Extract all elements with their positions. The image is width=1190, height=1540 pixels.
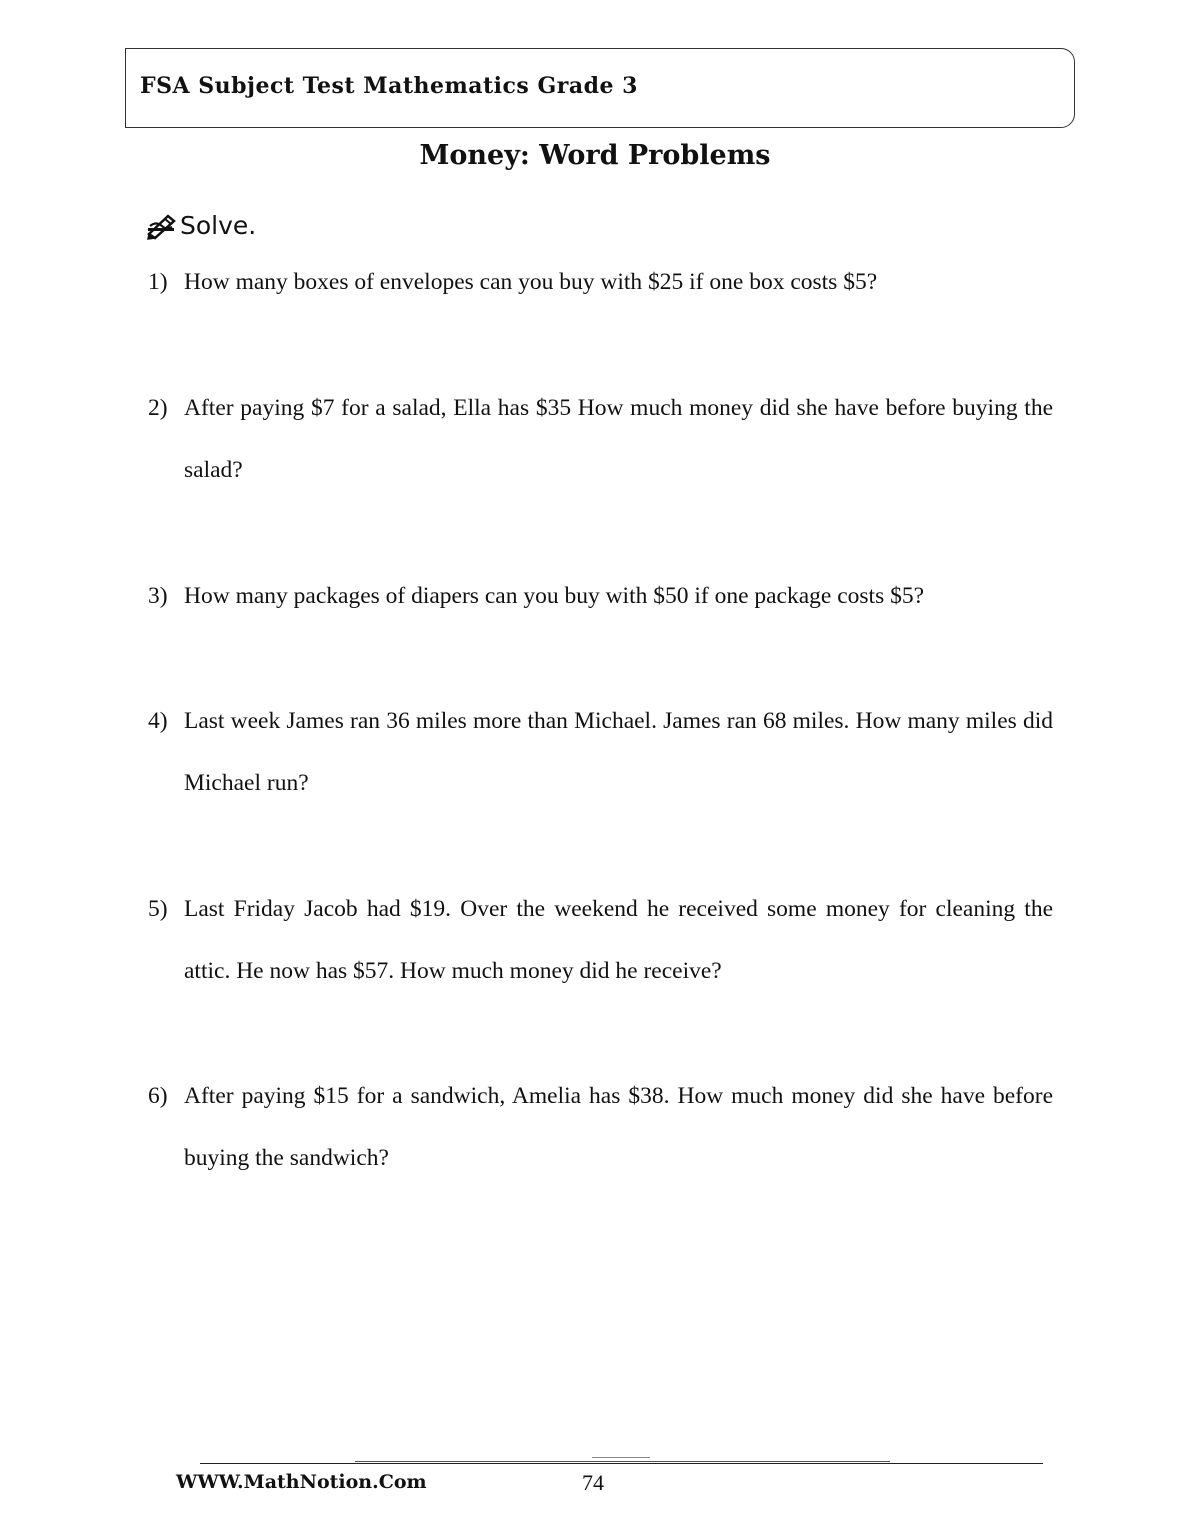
- header-box: [125, 48, 1075, 128]
- problem-5: [148, 878, 1053, 1002]
- problem-text: Last Friday Jacob had $19. Over the weekend he received some money for cleaning the attic. He now has $57. How much money did he receive?: [184, 896, 1053, 984]
- footer-site-link[interactable]: WWW.MathNotion.Com: [176, 1471, 427, 1493]
- footer-divider-short: [592, 1457, 650, 1458]
- problem-number: 2): [148, 395, 168, 421]
- problem-number: 4): [148, 708, 168, 734]
- instruction-text: Solve.: [180, 211, 257, 240]
- problem-4: [148, 690, 1053, 814]
- problem-number: 3): [148, 583, 168, 609]
- problem-number: 6): [148, 1083, 168, 1109]
- problem-1: [148, 251, 1053, 313]
- problem-text: After paying $7 for a salad, Ella has $35 How much money did she have before buying the salad?: [184, 395, 1053, 483]
- pencil-icon: [146, 212, 180, 240]
- problem-number: 5): [148, 896, 168, 922]
- header-title: FSA Subject Test Mathematics Grade 3: [140, 73, 638, 99]
- page-title: Money: Word Problems: [419, 140, 771, 171]
- page-number: 74: [582, 1470, 604, 1495]
- problem-text: How many boxes of envelopes can you buy with $25 if one box costs $5?: [184, 269, 878, 295]
- problem-6: [148, 1065, 1053, 1189]
- problem-2: [148, 377, 1053, 501]
- problem-number: 1): [148, 269, 168, 295]
- footer-divider: [200, 1463, 1043, 1464]
- footer-divider-accent: [355, 1461, 890, 1462]
- problem-3: [148, 565, 1053, 627]
- problem-text: Last week James ran 36 miles more than Michael. James ran 68 miles. How many miles did Michael run?: [184, 708, 1053, 796]
- problem-text: How many packages of diapers can you buy with $50 if one package costs $5?: [184, 583, 925, 609]
- problem-text: After paying $15 for a sandwich, Amelia has $38. How much money did she have before buying the sandwich?: [184, 1083, 1053, 1171]
- instruction: [146, 211, 256, 240]
